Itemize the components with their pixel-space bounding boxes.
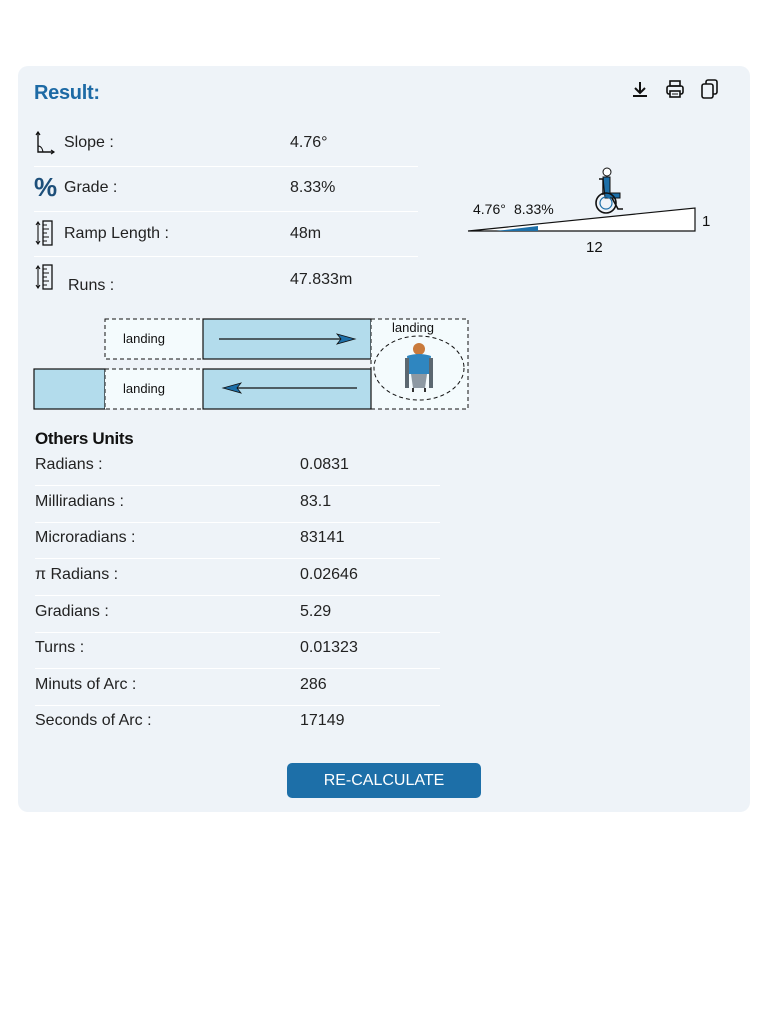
- svg-text:%: %: [34, 172, 58, 201]
- ramp-run-label: 12: [586, 239, 603, 256]
- unit-row-seconds-of-arc: [35, 705, 440, 741]
- ramp-length-label: Ramp Length :: [64, 225, 169, 242]
- ramp-segment-left: [34, 369, 105, 409]
- other-units-title: Others Units: [35, 429, 134, 448]
- grade-value: 8.33%: [290, 179, 336, 196]
- ramp-diagram: [460, 160, 720, 260]
- landing-label-turn: landing: [392, 320, 434, 335]
- unit-value: 0.02646: [300, 566, 358, 583]
- unit-value: 0.0831: [300, 456, 349, 473]
- unit-label: Gradians :: [35, 603, 109, 620]
- ramp-rise-label: 1: [702, 213, 711, 230]
- unit-label: Milliradians :: [35, 493, 124, 510]
- unit-row-radians: [35, 449, 440, 486]
- unit-label: Radians :: [35, 456, 103, 473]
- copy-icon[interactable]: [699, 78, 721, 100]
- grade-label: Grade :: [64, 179, 118, 196]
- unit-value: 17149: [300, 712, 345, 729]
- runs-label: Runs :: [68, 277, 115, 294]
- slope-angle-icon: [34, 128, 58, 158]
- landing-label-bottom: landing: [123, 381, 165, 396]
- unit-value: 5.29: [300, 603, 332, 620]
- unit-row-microradians: [35, 522, 440, 559]
- recalculate-button[interactable]: RE-CALCULATE: [287, 763, 481, 798]
- unit-row-turns: [35, 632, 440, 669]
- runs-row: [34, 257, 418, 301]
- switchback-diagram: [33, 318, 473, 414]
- unit-value: 0.01323: [300, 639, 358, 656]
- unit-value: 286: [300, 676, 327, 693]
- landing-label-top: landing: [123, 331, 165, 346]
- printer-icon[interactable]: [664, 78, 686, 100]
- slope-row: [34, 122, 418, 167]
- unit-row-milliradians: [35, 486, 440, 523]
- percent-icon: [34, 171, 58, 201]
- unit-label: Minuts of Arc :: [35, 676, 137, 693]
- unit-value: 83141: [300, 529, 345, 546]
- ruler-icon: [34, 262, 58, 292]
- ramp-angle-label: 4.76°: [473, 201, 506, 217]
- ramp-length-row: [34, 212, 418, 257]
- unit-label: π Radians :: [35, 566, 119, 583]
- runs-value: 47.833m: [290, 271, 353, 288]
- result-title: Result:: [34, 82, 100, 104]
- slope-label: Slope :: [64, 134, 114, 151]
- unit-row-gradians: [35, 596, 440, 633]
- slope-value: 4.76°: [290, 134, 328, 151]
- grade-row: [34, 167, 418, 212]
- unit-row-pi-radians: [35, 559, 440, 596]
- unit-label: Seconds of Arc :: [35, 712, 152, 729]
- download-icon[interactable]: [629, 78, 651, 100]
- unit-label: Turns :: [35, 639, 85, 656]
- ramp-grade-label: 8.33%: [514, 201, 554, 217]
- unit-value: 83.1: [300, 493, 332, 510]
- ruler-icon: [34, 218, 58, 248]
- wheelchair-icon: [596, 168, 623, 213]
- unit-label: Microradians :: [35, 529, 136, 546]
- unit-row-minutes-of-arc: [35, 669, 440, 706]
- ramp-length-value: 48m: [290, 225, 322, 242]
